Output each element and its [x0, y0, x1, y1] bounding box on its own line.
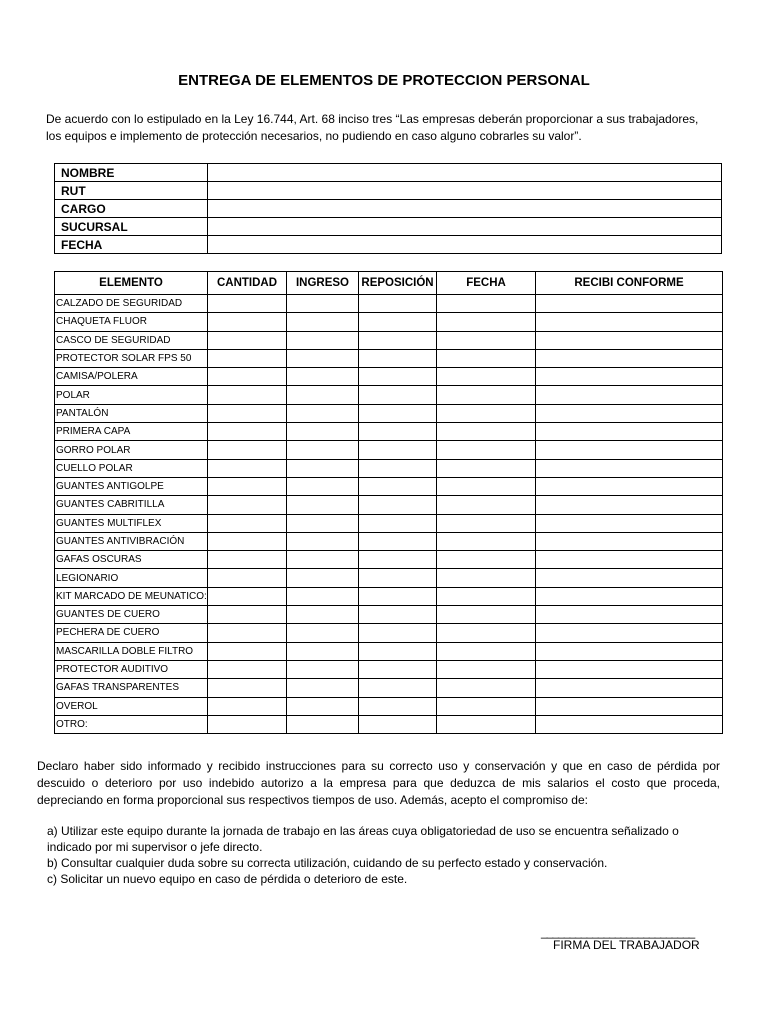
- entry-cell[interactable]: [287, 477, 359, 495]
- entry-cell[interactable]: [359, 313, 437, 331]
- entry-cell[interactable]: [208, 514, 287, 532]
- item-name: GORRO POLAR: [55, 441, 208, 459]
- entry-cell[interactable]: [536, 532, 723, 550]
- table-row: [55, 423, 723, 441]
- entry-cell[interactable]: [536, 514, 723, 532]
- entry-cell[interactable]: [536, 660, 723, 678]
- ppe-items-table: [54, 271, 723, 734]
- entry-cell[interactable]: [437, 295, 536, 313]
- table-row: [55, 313, 723, 331]
- entry-cell[interactable]: [536, 551, 723, 569]
- entry-cell[interactable]: [208, 404, 287, 422]
- entry-cell[interactable]: [437, 496, 536, 514]
- item-name: CALZADO DE SEGURIDAD: [55, 295, 208, 313]
- entry-cell[interactable]: [437, 715, 536, 733]
- item-name: GUANTES CABRITILLA: [55, 496, 208, 514]
- table-row: [55, 642, 723, 660]
- entry-cell[interactable]: [287, 697, 359, 715]
- column-header: ELEMENTO: [55, 272, 208, 295]
- entry-cell[interactable]: [208, 295, 287, 313]
- info-row-cargo: [55, 200, 722, 218]
- entry-cell[interactable]: [208, 441, 287, 459]
- entry-cell[interactable]: [208, 532, 287, 550]
- entry-cell[interactable]: [437, 349, 536, 367]
- entry-cell[interactable]: [536, 697, 723, 715]
- entry-cell[interactable]: [536, 606, 723, 624]
- entry-cell[interactable]: [536, 569, 723, 587]
- entry-cell[interactable]: [287, 313, 359, 331]
- entry-cell[interactable]: [437, 660, 536, 678]
- intro-paragraph: De acuerdo con lo estipulado en la Ley 16.744, Art. 68 inciso tres “Las empresas deberán proporcionar a sus trabajadores, los equipos e implemento de protección necesarios, no pudiendo en caso alguno cobrarles su valor”.: [46, 112, 699, 143]
- entry-cell[interactable]: [359, 715, 437, 733]
- item-name: PECHERA DE CUERO: [55, 624, 208, 642]
- entry-cell[interactable]: [208, 349, 287, 367]
- entry-cell[interactable]: [287, 606, 359, 624]
- entry-cell[interactable]: [359, 569, 437, 587]
- table-row: [55, 496, 723, 514]
- entry-cell[interactable]: [536, 331, 723, 349]
- entry-cell[interactable]: [359, 331, 437, 349]
- entry-cell[interactable]: [359, 660, 437, 678]
- entry-cell[interactable]: [437, 514, 536, 532]
- table-row: [55, 386, 723, 404]
- entry-cell[interactable]: [359, 514, 437, 532]
- entry-cell[interactable]: [208, 551, 287, 569]
- entry-cell[interactable]: [208, 697, 287, 715]
- entry-cell[interactable]: [287, 459, 359, 477]
- entry-cell[interactable]: [287, 660, 359, 678]
- entry-cell[interactable]: [536, 295, 723, 313]
- entry-cell[interactable]: [359, 295, 437, 313]
- table-row: [55, 697, 723, 715]
- info-label: FECHA: [55, 236, 208, 254]
- info-row-nombre: [55, 164, 722, 182]
- document-title: ENTREGA DE ELEMENTOS DE PROTECCION PERSONAL: [178, 72, 590, 89]
- entry-cell[interactable]: [437, 679, 536, 697]
- item-name: PROTECTOR AUDITIVO: [55, 660, 208, 678]
- item-name: GUANTES MULTIFLEX: [55, 514, 208, 532]
- item-name: KIT MARCADO DE MEUNATICO:: [55, 587, 208, 605]
- info-value-field[interactable]: [208, 236, 722, 254]
- table-row: [55, 514, 723, 532]
- item-name: MASCARILLA DOBLE FILTRO: [55, 642, 208, 660]
- entry-cell[interactable]: [437, 423, 536, 441]
- worker-info-table: [54, 163, 722, 254]
- item-name: PRIMERA CAPA: [55, 423, 208, 441]
- entry-cell[interactable]: [536, 679, 723, 697]
- entry-cell[interactable]: [287, 386, 359, 404]
- entry-cell[interactable]: [359, 606, 437, 624]
- entry-cell[interactable]: [359, 368, 437, 386]
- entry-cell[interactable]: [536, 313, 723, 331]
- entry-cell[interactable]: [287, 295, 359, 313]
- entry-cell[interactable]: [208, 368, 287, 386]
- entry-cell[interactable]: [536, 349, 723, 367]
- entry-cell[interactable]: [536, 386, 723, 404]
- commitment-item: a) Utilizar este equipo durante la jornada de trabajo en las áreas cuya obligatoriedad de uso se encuentra señalizado o indicado por mi supervisor o jefe directo.: [47, 824, 679, 854]
- entry-cell[interactable]: [536, 587, 723, 605]
- table-row: [55, 551, 723, 569]
- entry-cell[interactable]: [437, 441, 536, 459]
- entry-cell[interactable]: [536, 496, 723, 514]
- entry-cell[interactable]: [359, 477, 437, 495]
- table-row: [55, 715, 723, 733]
- info-label: CARGO: [55, 200, 208, 218]
- entry-cell[interactable]: [359, 441, 437, 459]
- info-value-field[interactable]: [208, 218, 722, 236]
- item-name: OTRO:: [55, 715, 208, 733]
- info-row-rut: [55, 182, 722, 200]
- entry-cell[interactable]: [208, 660, 287, 678]
- table-row: [55, 404, 723, 422]
- entry-cell[interactable]: [287, 569, 359, 587]
- entry-cell[interactable]: [208, 587, 287, 605]
- entry-cell[interactable]: [359, 697, 437, 715]
- entry-cell[interactable]: [287, 514, 359, 532]
- table-row: [55, 459, 723, 477]
- entry-cell[interactable]: [208, 679, 287, 697]
- entry-cell[interactable]: [287, 331, 359, 349]
- entry-cell[interactable]: [437, 551, 536, 569]
- entry-cell[interactable]: [359, 496, 437, 514]
- entry-cell[interactable]: [359, 679, 437, 697]
- table-row: [55, 624, 723, 642]
- entry-cell[interactable]: [359, 423, 437, 441]
- commitment-item: b) Consultar cualquier duda sobre su correcta utilización, cuidando de su perfecto estado y conservación.: [47, 856, 608, 870]
- item-name: GAFAS TRANSPARENTES: [55, 679, 208, 697]
- info-value-field[interactable]: [208, 182, 722, 200]
- entry-cell[interactable]: [359, 624, 437, 642]
- item-name: PROTECTOR SOLAR FPS 50: [55, 349, 208, 367]
- item-name: GAFAS OSCURAS: [55, 551, 208, 569]
- entry-cell[interactable]: [287, 496, 359, 514]
- entry-cell[interactable]: [287, 715, 359, 733]
- entry-cell[interactable]: [359, 532, 437, 550]
- table-row: [55, 660, 723, 678]
- entry-cell[interactable]: [287, 642, 359, 660]
- entry-cell[interactable]: [536, 459, 723, 477]
- entry-cell[interactable]: [437, 532, 536, 550]
- entry-cell[interactable]: [536, 441, 723, 459]
- item-name: GUANTES DE CUERO: [55, 606, 208, 624]
- signature-line: ___________________________: [541, 925, 695, 939]
- entry-cell[interactable]: [536, 404, 723, 422]
- entry-cell[interactable]: [536, 642, 723, 660]
- entry-cell[interactable]: [208, 459, 287, 477]
- column-header: INGRESO: [287, 272, 359, 295]
- column-header: CANTIDAD: [208, 272, 287, 295]
- info-value-field[interactable]: [208, 164, 722, 182]
- item-name: GUANTES ANTIGOLPE: [55, 477, 208, 495]
- entry-cell[interactable]: [287, 532, 359, 550]
- item-name: POLAR: [55, 386, 208, 404]
- entry-cell[interactable]: [208, 477, 287, 495]
- entry-cell[interactable]: [359, 459, 437, 477]
- entry-cell[interactable]: [208, 569, 287, 587]
- entry-cell[interactable]: [208, 331, 287, 349]
- entry-cell[interactable]: [437, 404, 536, 422]
- table-row: [55, 349, 723, 367]
- entry-cell[interactable]: [287, 587, 359, 605]
- item-name: CUELLO POLAR: [55, 459, 208, 477]
- table-row: [55, 441, 723, 459]
- entry-cell[interactable]: [437, 642, 536, 660]
- entry-cell[interactable]: [208, 624, 287, 642]
- entry-cell[interactable]: [437, 331, 536, 349]
- table-row: [55, 477, 723, 495]
- item-name: GUANTES ANTIVIBRACIÓN: [55, 532, 208, 550]
- info-label: RUT: [55, 182, 208, 200]
- item-name: PANTALÓN: [55, 404, 208, 422]
- table-row: [55, 295, 723, 313]
- entry-cell[interactable]: [359, 551, 437, 569]
- entry-cell[interactable]: [437, 477, 536, 495]
- table-row: [55, 606, 723, 624]
- entry-cell[interactable]: [287, 551, 359, 569]
- commitment-item: c) Solicitar un nuevo equipo en caso de pérdida o deterioro de este.: [47, 872, 408, 886]
- item-name: OVEROL: [55, 697, 208, 715]
- entry-cell[interactable]: [208, 642, 287, 660]
- table-row: [55, 679, 723, 697]
- entry-cell[interactable]: [437, 606, 536, 624]
- column-header: REPOSICIÓN: [359, 272, 437, 295]
- table-row: [55, 368, 723, 386]
- entry-cell[interactable]: [536, 715, 723, 733]
- entry-cell[interactable]: [287, 423, 359, 441]
- info-row-fecha: [55, 236, 722, 254]
- entry-cell[interactable]: [536, 423, 723, 441]
- info-label: SUCURSAL: [55, 218, 208, 236]
- entry-cell[interactable]: [359, 404, 437, 422]
- entry-cell[interactable]: [359, 386, 437, 404]
- entry-cell[interactable]: [359, 587, 437, 605]
- entry-cell[interactable]: [287, 404, 359, 422]
- entry-cell[interactable]: [437, 368, 536, 386]
- entry-cell[interactable]: [437, 569, 536, 587]
- declaration-paragraph: Declaro haber sido informado y recibido instrucciones para su correcto uso y conservación y que en caso de pérdida por descuido o deterioro por uso indebido autorizo a la empresa para que deduzca de mis salarios el costo que proceda, depreciando en forma proporcional sus respectivos tiempos de uso. Además, acepto el compromiso de:: [37, 759, 720, 807]
- entry-cell[interactable]: [287, 679, 359, 697]
- entry-cell[interactable]: [287, 368, 359, 386]
- signature-label: FIRMA DEL TRABAJADOR: [553, 938, 700, 952]
- commitments-list: [47, 823, 720, 887]
- item-name: CHAQUETA FLUOR: [55, 313, 208, 331]
- entry-cell[interactable]: [208, 423, 287, 441]
- info-row-sucursal: [55, 218, 722, 236]
- info-value-field[interactable]: [208, 200, 722, 218]
- entry-cell[interactable]: [359, 642, 437, 660]
- table-row: [55, 532, 723, 550]
- entry-cell[interactable]: [208, 386, 287, 404]
- entry-cell[interactable]: [536, 368, 723, 386]
- item-name: CASCO DE SEGURIDAD: [55, 331, 208, 349]
- table-header-row: [55, 272, 723, 295]
- entry-cell[interactable]: [437, 587, 536, 605]
- entry-cell[interactable]: [208, 313, 287, 331]
- entry-cell[interactable]: [208, 496, 287, 514]
- entry-cell[interactable]: [437, 697, 536, 715]
- column-header: FECHA: [437, 272, 536, 295]
- table-row: [55, 569, 723, 587]
- column-header: RECIBI CONFORME: [536, 272, 723, 295]
- entry-cell[interactable]: [437, 624, 536, 642]
- table-row: [55, 331, 723, 349]
- info-label: NOMBRE: [55, 164, 208, 182]
- entry-cell[interactable]: [536, 624, 723, 642]
- entry-cell[interactable]: [437, 313, 536, 331]
- entry-cell[interactable]: [437, 459, 536, 477]
- entry-cell[interactable]: [437, 386, 536, 404]
- entry-cell[interactable]: [287, 349, 359, 367]
- item-name: LEGIONARIO: [55, 569, 208, 587]
- item-name: CAMISA/POLERA: [55, 368, 208, 386]
- table-row: [55, 587, 723, 605]
- entry-cell[interactable]: [208, 715, 287, 733]
- entry-cell[interactable]: [359, 349, 437, 367]
- entry-cell[interactable]: [208, 606, 287, 624]
- entry-cell[interactable]: [287, 441, 359, 459]
- entry-cell[interactable]: [287, 624, 359, 642]
- entry-cell[interactable]: [536, 477, 723, 495]
